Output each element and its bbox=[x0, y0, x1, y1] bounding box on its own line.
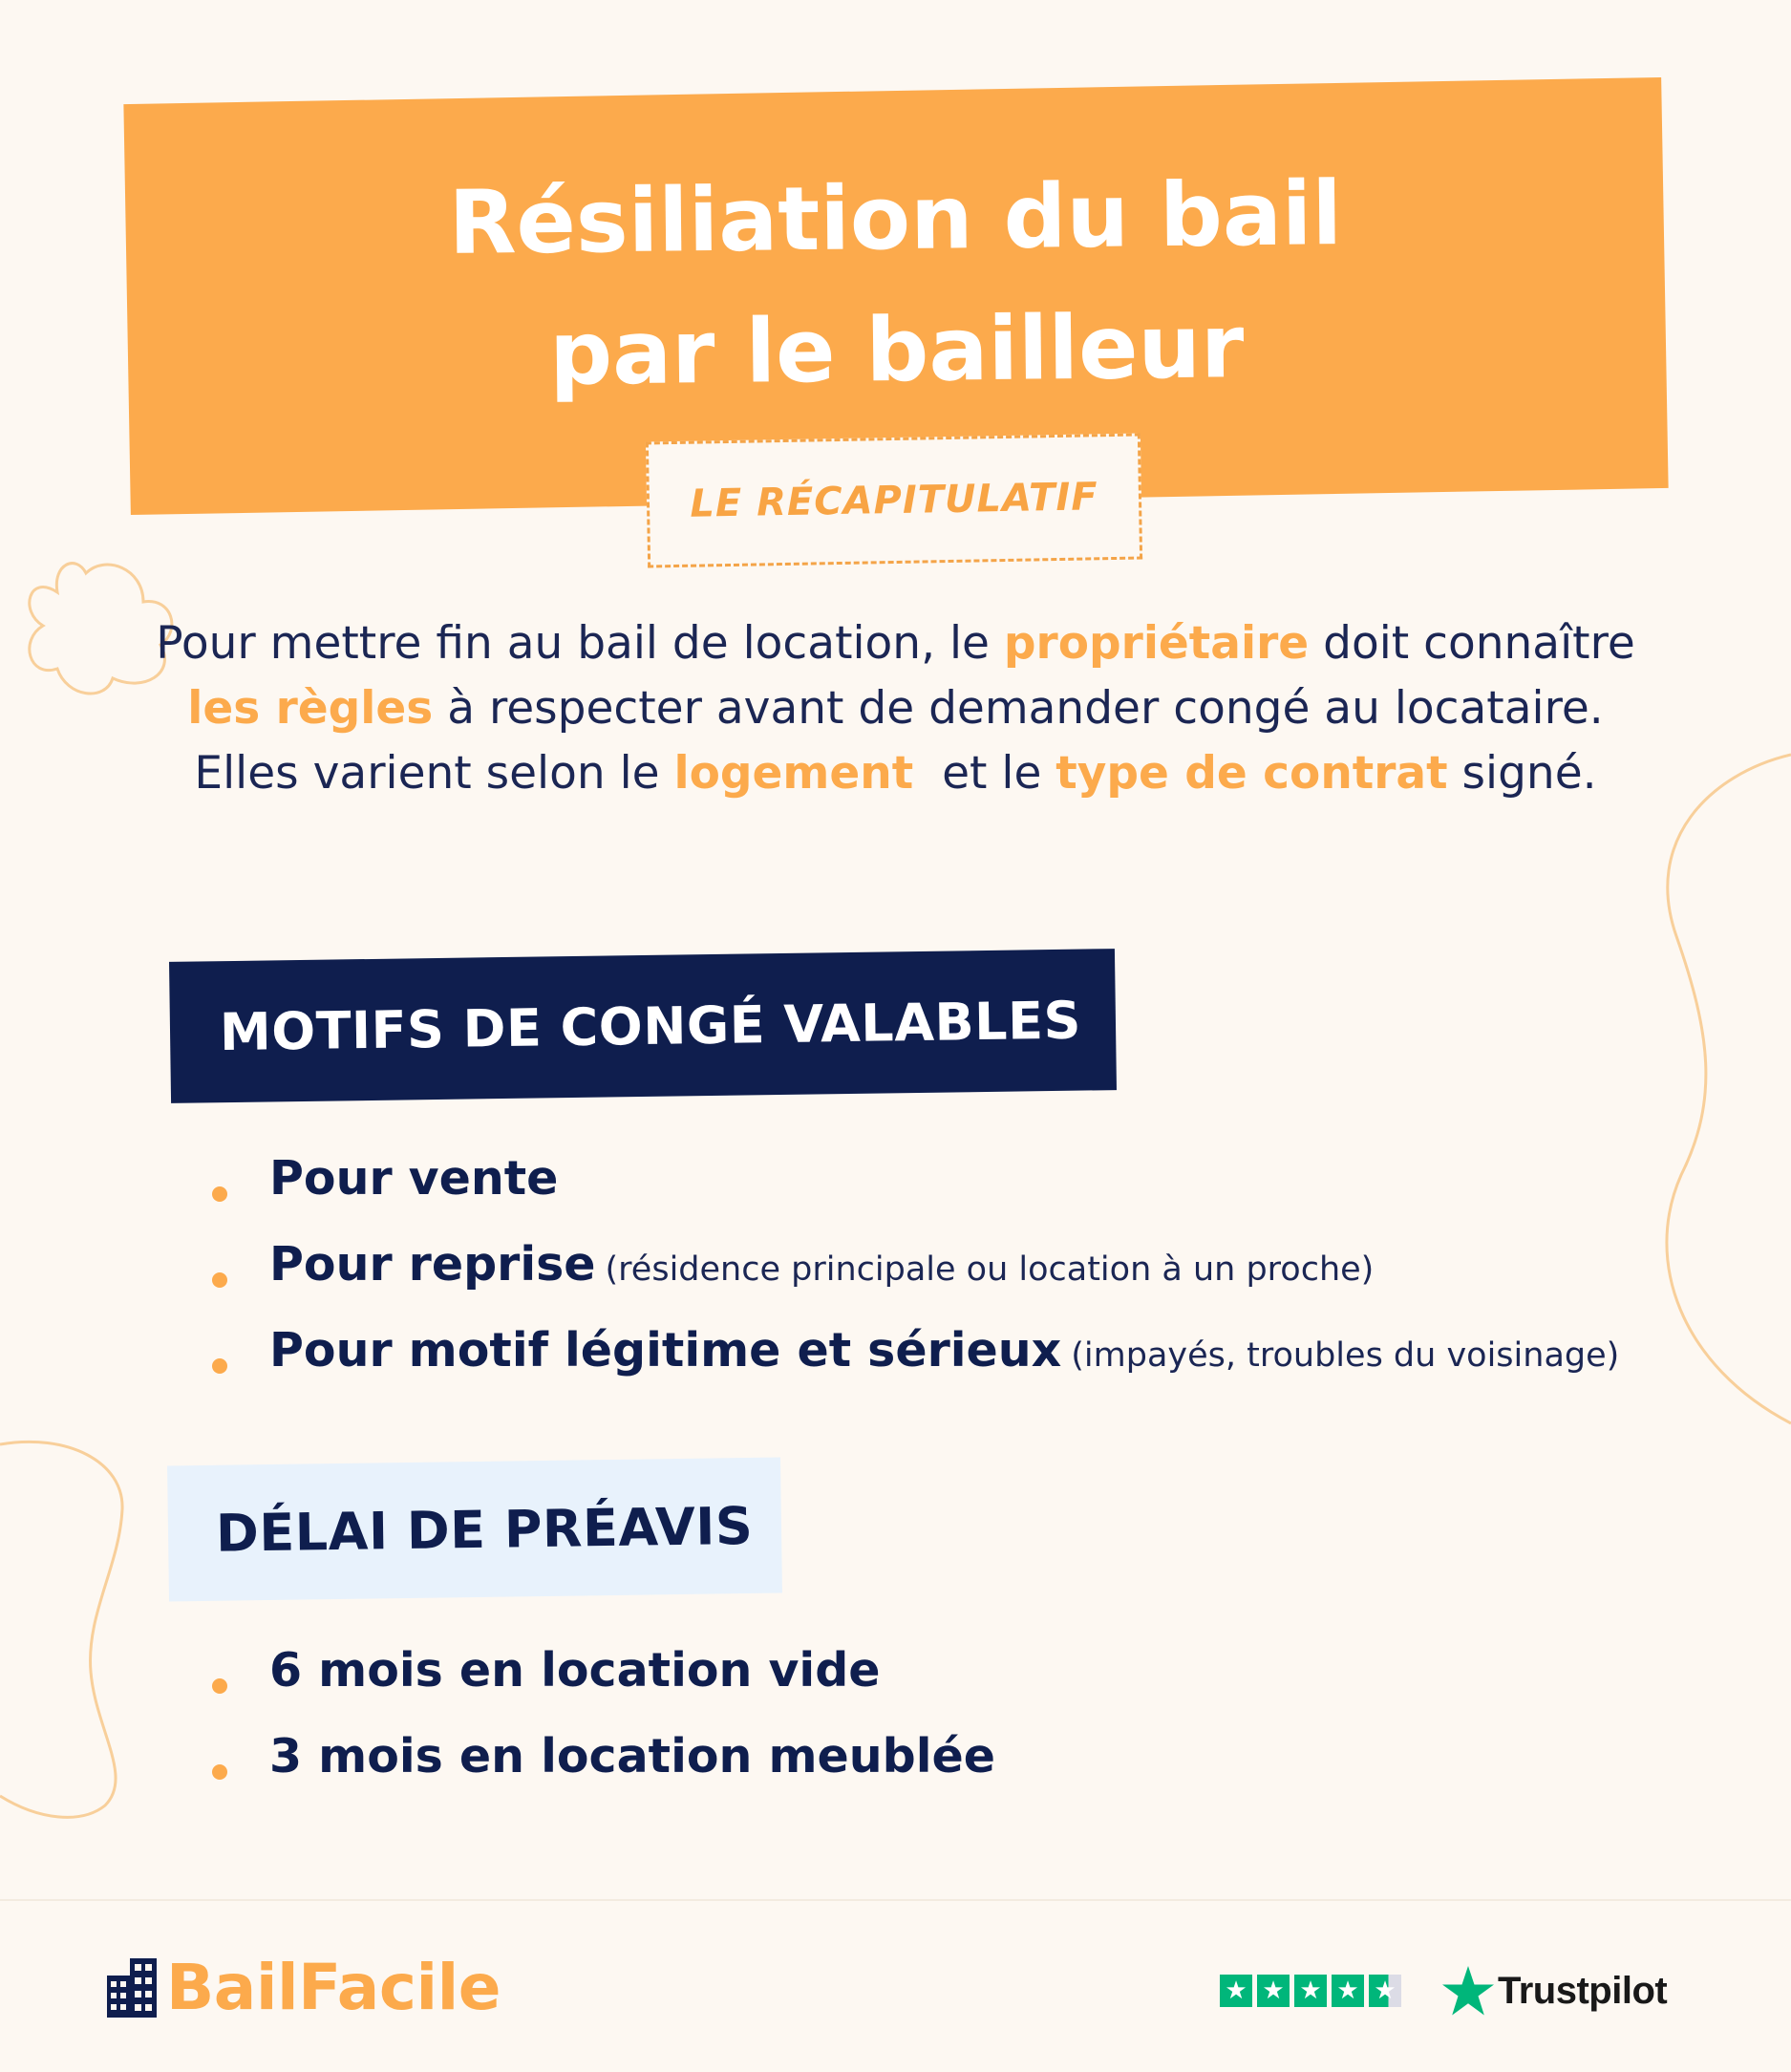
list-item bbox=[212, 1151, 1619, 1237]
trustpilot-star-icon: ★ bbox=[1220, 1975, 1252, 2007]
motifs-list bbox=[212, 1151, 1619, 1409]
intro-highlight-type-contrat: type de contrat bbox=[1055, 747, 1448, 800]
bullet-dot-icon bbox=[212, 1358, 227, 1374]
page-title bbox=[126, 145, 1667, 425]
bullet-dot-icon bbox=[212, 1764, 227, 1780]
intro-highlight-proprietaire: propriétaire bbox=[1003, 617, 1310, 670]
list-item-main: 6 mois en location vide bbox=[269, 1643, 881, 1698]
wave-doodle-right bbox=[1667, 755, 1791, 1423]
intro-highlight-regles: les règles bbox=[187, 682, 434, 735]
list-item bbox=[212, 1729, 995, 1815]
list-item-main: 3 mois en location meublée bbox=[269, 1729, 995, 1784]
motifs-heading: MOTIFS DE CONGÉ VALABLES bbox=[219, 990, 1082, 1062]
list-item-main: Pour vente bbox=[269, 1151, 559, 1206]
title-line-1: Résiliation du bail bbox=[448, 162, 1343, 274]
delai-heading-box bbox=[167, 1458, 782, 1602]
building-icon bbox=[107, 1958, 157, 2018]
intro-text-5: signé. bbox=[1447, 747, 1597, 800]
intro-paragraph bbox=[143, 611, 1648, 806]
bullet-dot-icon bbox=[212, 1678, 227, 1694]
intro-highlight-logement: logement bbox=[673, 747, 914, 800]
list-item-note: (impayés, troubles du voisinage) bbox=[1071, 1336, 1620, 1375]
bullet-dot-icon bbox=[212, 1272, 227, 1288]
trustpilot-half-star-icon: ★ bbox=[1369, 1975, 1401, 2007]
delai-list bbox=[212, 1643, 995, 1815]
list-item bbox=[212, 1237, 1619, 1323]
list-item-note: (résidence principale ou location à un proche) bbox=[605, 1250, 1375, 1289]
intro-text-3: à respecter avant de demander congé au locataire. Elles varient selon le bbox=[194, 682, 1604, 800]
footer-divider bbox=[0, 1899, 1791, 1901]
brand-name: BailFacile bbox=[166, 1951, 501, 2024]
intro-text-4: et le bbox=[913, 747, 1056, 800]
list-item bbox=[212, 1643, 995, 1729]
trustpilot-label: Trustpilot bbox=[1498, 1969, 1668, 2012]
trustpilot-rating bbox=[1220, 1975, 1406, 2007]
list-item-main: Pour reprise bbox=[269, 1237, 596, 1292]
recap-badge bbox=[646, 433, 1142, 567]
trustpilot-logo bbox=[1442, 1966, 1667, 2016]
motifs-heading-box bbox=[169, 949, 1117, 1103]
list-item bbox=[212, 1323, 1619, 1409]
intro-text-1: Pour mettre fin au bail de location, le bbox=[156, 617, 1004, 670]
list-item-main: Pour motif légitime et sérieux bbox=[269, 1323, 1062, 1378]
bailfacile-logo[interactable] bbox=[107, 1951, 501, 2024]
intro-text-2: doit connaître bbox=[1309, 617, 1635, 670]
title-line-2: par le bailleur bbox=[548, 295, 1245, 405]
trustpilot-star-icon: ★ bbox=[1332, 1975, 1364, 2007]
wave-doodle-left bbox=[0, 1442, 122, 1817]
trustpilot-star-icon: ★ bbox=[1257, 1975, 1290, 2007]
delai-heading: DÉLAI DE PRÉAVIS bbox=[215, 1495, 754, 1564]
bullet-dot-icon bbox=[212, 1186, 227, 1202]
trustpilot-badge[interactable] bbox=[1220, 1966, 1667, 2016]
trustpilot-star-icon: ★ bbox=[1294, 1975, 1327, 2007]
trustpilot-star-logo-icon bbox=[1442, 1966, 1494, 2016]
recap-badge-label: LE RÉCAPITULATIF bbox=[690, 475, 1098, 526]
